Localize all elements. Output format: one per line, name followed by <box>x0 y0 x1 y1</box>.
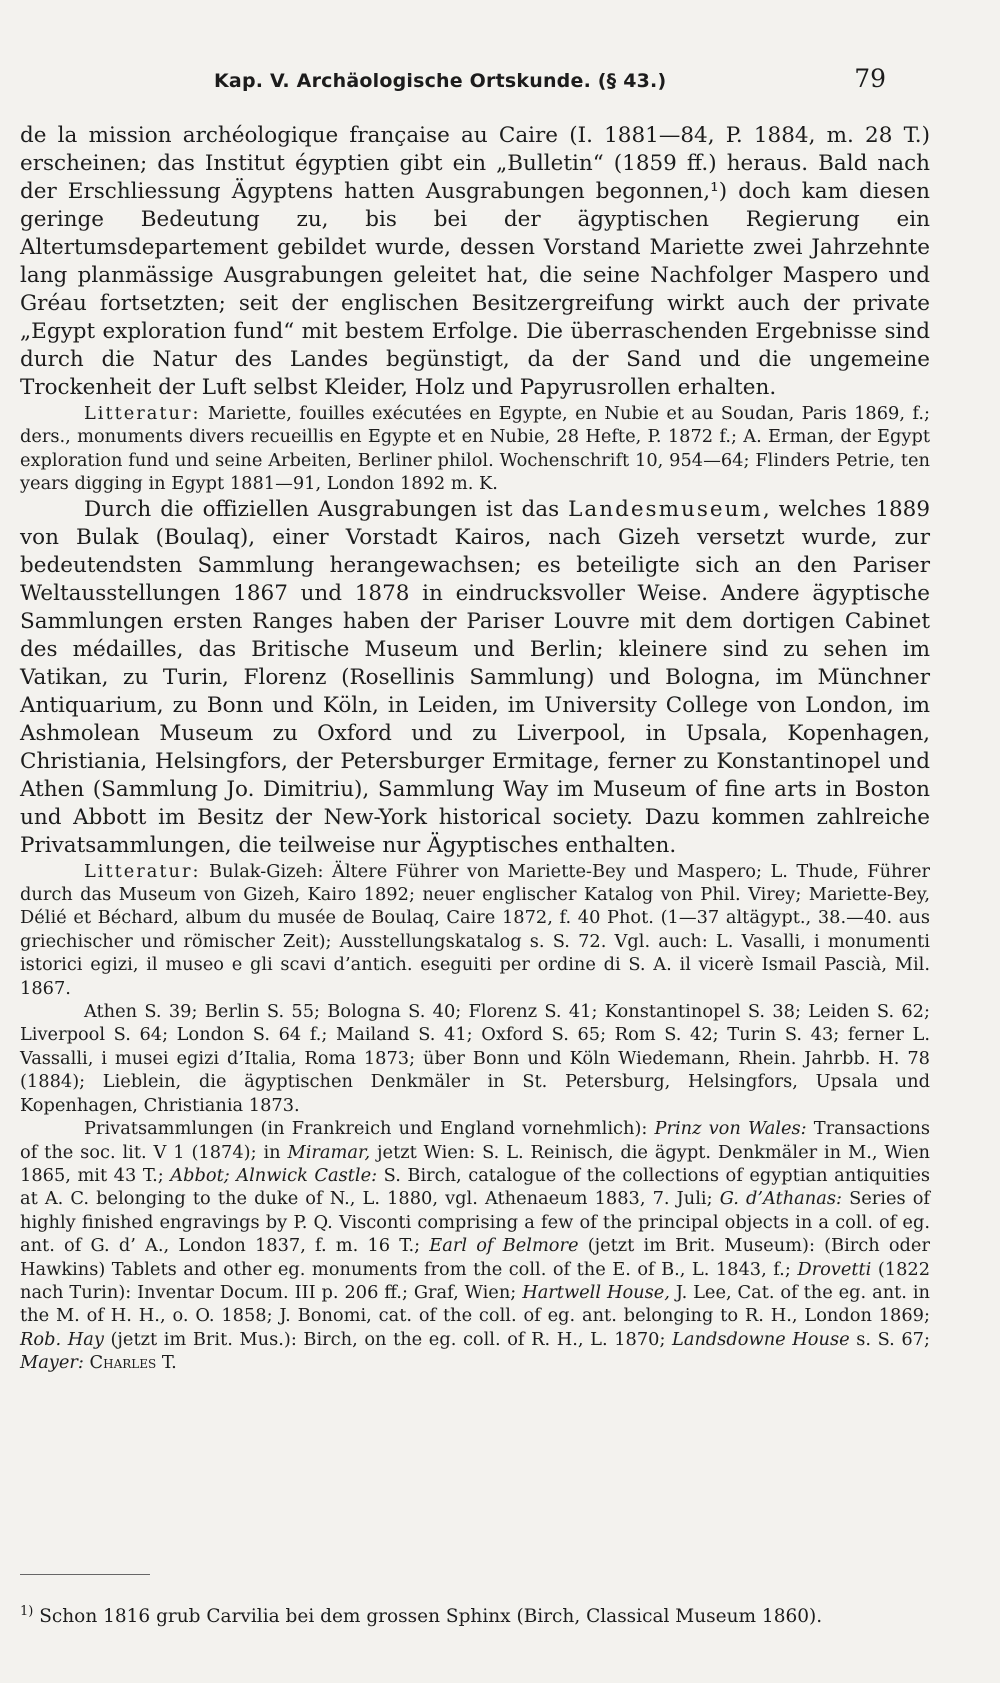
museum-index-text: Athen S. 39; Berlin S. 55; Bologna S. 40; Florenz S. 41; Konstantinopel S. 38; Leiden S. 62; Liverpool S. 64; London S. 64 f.; Mailand S. 41; Oxford S. 65; Rom S. 42; Turin S. 43; ferner L. Vassalli, i musei egizi d’Italia, Roma 1873; über Bonn und Köln Wiedemann, Rhein. Jahrbb. H. 78 (1884); Lieblein, die ägyptischen Denkmäler in St. Petersburg, Helsingfors, Upsala und Kopenhagen, Christiania 1873. <box>20 1001 930 1116</box>
note-text: Charles T. <box>89 1352 177 1374</box>
literature-label: Litteratur: <box>84 403 201 424</box>
note-text: s. S. 67; <box>856 1328 930 1350</box>
note-text: J. Lee, Cat. of the eg. ant. in the M. of H. H., o. O. 1858; J. Bonomi, cat. of the coll. of eg. ant. belonging to R. H., London 1869; <box>20 1281 930 1327</box>
note-text: Series of highly finished engravings by P. Q. Visconti comprising a few of the principal objects in a coll. of eg. ant. of G. d’ A., London 1837, f. m. 16 T.; <box>20 1188 931 1257</box>
collection-name: Landsdowne House <box>672 1328 850 1350</box>
note-text: Transactions of the soc. lit. V 1 (1874); in <box>20 1118 930 1163</box>
footnote <box>20 1600 930 1629</box>
note-text: S. Birch, catalogue of the collections of egyptian antiquities at A. C. belonging to the duke of N., L. 1880, vgl. Athenaeum 1883, 7. Juli; <box>20 1164 930 1210</box>
footnote-mark: 1) <box>20 1604 34 1619</box>
paragraph-2-rest: , welches 1889 von Bulak (Boulaq), einer Vorstadt Kairos, nach Gizeh versetzt wurde, zur bedeutendsten Sammlung herangewachsen; es beteiligte sich an den Pariser Weltausstellungen 1867 und 1878 in eindrucksvoller Weise. Andere ägyptische Sammlungen ersten Ranges haben der Pariser Louvre mit dem dortigen Cabinet des médailles, das Britische Museum und Berlin; kleinere sind zu sehen im Vatikan, zu Turin, Florenz (Rosellinis Sammlung) und Bologna, im Münchner Antiquarium, zu Bonn und Köln, in Leiden, im University College von London, im Ashmolean Museum zu Oxford und zu Liverpool, in Upsala, Kopenhagen, Christiania, Helsingfors, der Petersburger Ermitage, ferner zu Konstantinopel und Athen (Sammlung Jo. Dimitriu), Sammlung Way im Museum of fine arts in Boston und Abbott im Besitz der New-York historical society. Dazu kommen zahlreiche Privatsammlungen, die teilweise nur Ägyptisches enthalten. <box>20 496 930 858</box>
paragraph-1: de la mission archéologique française au Caire (I. 1881—84, P. 1884, m. 28 T.) erscheinen; das Institut égyptien gibt ein „Bulletin“ (1859 ff.) heraus. Bald nach der Erschliessung Ägyptens hatten Ausgrabungen begonnen,¹) doch kam diesen geringe Bedeutung zu, bis bei der ägyptischen Regierung ein Altertumsdepartement gebildet wurde, dessen Vorstand Mariette zwei Jahrzehnte lang planmässige Ausgrabungen geleitet hat, die seine Nachfolger Maspero und Gréau fortsetzten; seit der englischen Besitzergreifung wirkt auch der private „Egypt exploration fund“ mit bestem Erfolge. Die überraschenden Ergebnisse sind durch die Natur des Landes begünstigt, da der Sand und die ungemeine Trockenheit der Luft selbst Kleider, Holz und Papyrusrollen erhalten. <box>20 123 930 400</box>
literature-note-1 <box>20 402 930 496</box>
collection-name: G. d’Athanas: <box>719 1188 842 1210</box>
private-collections-intro: Privatsammlungen (in Frankreich und England vornehmlich): <box>84 1118 648 1140</box>
paragraph-2 <box>20 496 930 860</box>
collection-name: Mayer: <box>20 1352 84 1374</box>
chapter-title: Kap. V. Archäologische Ortskunde. (§ 43.) <box>214 70 667 92</box>
collection-name: Hartwell House, <box>522 1281 670 1303</box>
footnote-separator <box>20 1574 150 1575</box>
note-text: jetzt Wien: S. L. Reinisch, die ägypt. Denkmäler in M., Wien 1865, mit 43 T.; <box>20 1141 931 1186</box>
running-header <box>214 64 886 104</box>
landesmuseum-term: Landesmuseum <box>568 496 763 522</box>
literature-text: Mariette, fouilles exécutées en Egypte, en Nubie et au Soudan, Paris 1869, f.; ders., monuments divers recueillis en Egypte et en Nubie, 28 Hefte, P. 1872 f.; A. Erman, der Egypt exploration fund und seine Arbeiten, Berliner philol. Wochenschrift 10, 954—64; Flinders Petrie, ten years digging in Egypt 1881—91, London 1892 m. K. <box>20 403 930 495</box>
footnote-text: Schon 1816 grub Carvilia bei dem grossen Sphinx (Birch, Classical Museum 1860). <box>39 1606 823 1628</box>
literature-label: Litteratur: <box>84 860 201 882</box>
page-number: 79 <box>854 64 886 93</box>
collection-name: Drovetti <box>797 1258 872 1280</box>
collection-name: Abbot; Alnwick Castle: <box>170 1164 378 1186</box>
collection-name: Rob. Hay <box>20 1328 104 1350</box>
private-collections-note <box>20 1117 930 1374</box>
collection-name: Earl of Belmore <box>429 1235 579 1257</box>
museum-index-note <box>20 1000 930 1117</box>
note-text: (jetzt im Brit. Mus.): Birch, on the eg. coll. of R. H., L. 1870; <box>110 1328 666 1350</box>
literature-note-2 <box>20 860 930 1000</box>
note-text: (1822 nach Turin): Inventar Docum. III p. 206 ff.; Graf, Wien; <box>20 1258 931 1303</box>
main-text <box>20 122 930 1375</box>
collection-name: Prinz von Wales: <box>654 1118 807 1140</box>
collection-name: Miramar, <box>287 1141 371 1163</box>
note-text: (jetzt im Brit. Museum): (Birch oder Hawkins) Tablets and other eg. monuments from the coll. of the E. of B., L. 1843, f.; <box>20 1235 930 1280</box>
paragraph-2-start: Durch die offiziellen Ausgrabungen ist das <box>84 496 560 522</box>
literature-text: Bulak-Gizeh: Ältere Führer von Mariette-Bey und Maspero; L. Thude, Führer durch das Museum von Gizeh, Kairo 1892; neuer englischer Katalog von Phil. Virey; Mariette-Bey, Délié et Béchard, album du musée de Boulaq, Caire 1872, f. 40 Phot. (1—37 altägypt., 38.—40. aus griechischer und römischer Zeit); Ausstellungskatalog s. S. 72. Vgl. auch: L. Vasalli, i monumenti istorici egizi, il museo e gli scavi d’antich. eseguiti per ordine di S. A. il vicerè Ismail Pascià, Mil. 1867. <box>20 860 930 999</box>
